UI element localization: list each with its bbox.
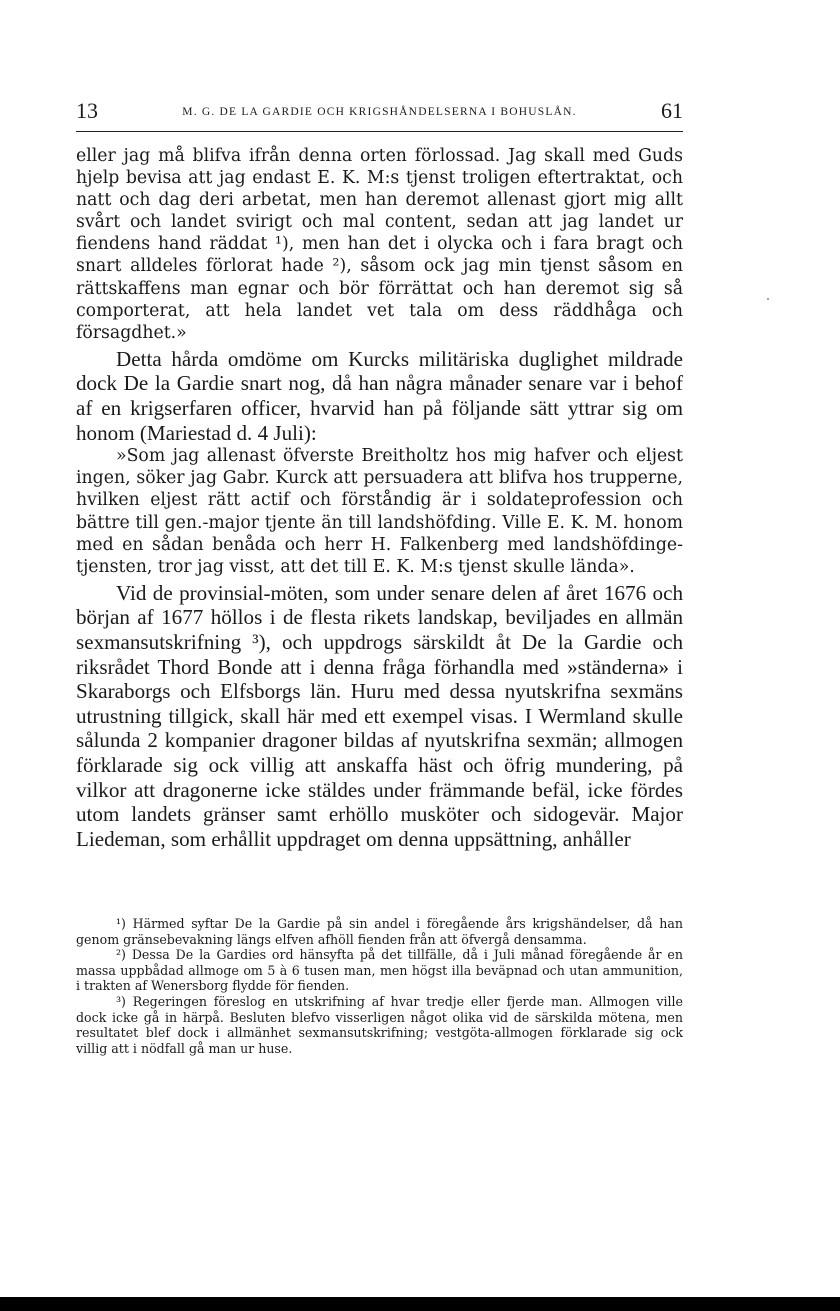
body-paragraph: Vid de provinsial-möten, som under senare delen af året 1676 och början af 1677 höllos i de flesta rikets landskap, beviljades en allmän sexmansutskrifning ³), och uppdrogs särskildt åt De la Gardie och riksrådet Thord Bonde att i denna fråga förhandla med »ständerna» i Skaraborgs och Elfsborgs län. Huru med dessa nyutskrifna sexmäns utrustning tillgick, skall här med ett exempel visas. I Wermland skulle sålunda 2 kompanier dragoner bildas af nyutskrifna sexmän; allmogen förklarade sig ock villig att anskaffa häst och öfrig mundering, på vilkor att dragonerne icke stäldes under främmande befäl, icke fördes utom landets gränser samt erhöllo musköter och sidogevär. Major Liedeman, som erhållit uppdraget om denna uppsättning, anhåller xyxy=(76,580,683,851)
footnote-3: ³) Regeringen föreslog en utskrifning af hvar tredje eller fjerde man. Allmogen ville dock icke gå in härpå. Besluten blefvo visserligen något olika vid de särskilda mötena, men resultatet blef dock i allmänhet sexmansutskrifning; vestgöta-allmogen förklarade sig ock villig att i nödfall gå man ur huse. xyxy=(76,993,683,1056)
scan-bottom-edge xyxy=(0,1297,840,1311)
footnote-2: ²) Dessa De la Gardies ord hänsyfta på det tillfälle, då i Juli månad föregående år en massa uppbådad allmoge om 5 à 6 tusen man, men högst illa beväpnad och utan ammunition, i trakten af Wenersborg flydde för fienden. xyxy=(76,947,683,994)
header-rule xyxy=(76,131,683,132)
body-paragraph: Detta hårda omdöme om Kurcks militäriska duglighet mildrade dock De la Gardie snart nog, då han några månader senare var i behof af en krigserfaren officer, hvarvid han på följande sätt yttrar sig om honom (Mariestad d. 4 Juli): xyxy=(76,346,683,445)
quote-continuation-paragraph: eller jag må blifva ifrån denna orten förlossad. Jag skall med Guds hjelp bevisa att jag endast E. K. M:s tjenst troligen eftertraktat, och natt och dag deri arbetat, men han deremot allenast gjort mig allt svårt och landet svirigt och mal content, sedan att jag landet ur fiendens hand räddat ¹), men han det i olycka och i fara bragt och snart alldeles förlorat hade ²), såsom ock jag min tjenst såsom en rättskaffens man egnar och bör förrättat och han deremot sig så comporterat, att hela landet vet tala om dess räddhåga och försagdhet.» xyxy=(76,146,683,343)
running-title: M. G. DE LA GARDIE OCH KRIGSHÅNDELSERNA I BOHUSLÅN. xyxy=(182,106,577,118)
footnote-1: ¹) Härmed syftar De la Gardie på sin andel i föregående års krigshändelser, då han genom gränsebevakning längs elfven afhöll fienden från att öfvergå densamma. xyxy=(76,916,683,947)
quote-paragraph: »Som jag allenast öfverste Breitholtz hos mig hafver och eljest ingen, söker jag Gabr. Kurck att persuadera att blifva hos trupperne, hvilken eljest rätt actif och förståndig är i soldateprofession och bättre till gen.-major tjente än till landshöfding. Ville E. K. M. honom med en sådan benåda och herr H. Falkenberg med landshöfdinge-tjensten, tror jag visst, att det till E. K. M:s tjenst skulle lända». xyxy=(76,446,683,577)
right-page-number: 61 xyxy=(661,98,683,123)
footnotes xyxy=(76,916,683,1056)
paper-speck xyxy=(767,298,769,300)
book-page xyxy=(76,98,683,851)
main-text xyxy=(76,145,683,851)
left-page-number: 13 xyxy=(76,98,98,123)
page-header xyxy=(76,98,683,128)
